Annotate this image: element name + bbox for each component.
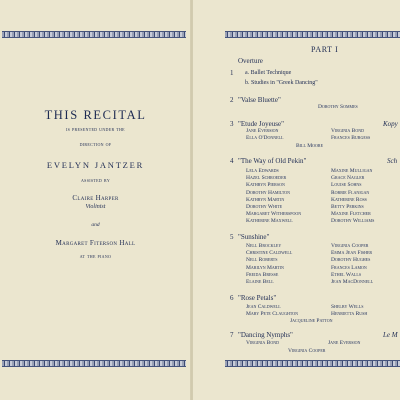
composer-name: Kopy (383, 120, 398, 128)
item-number: 1 (230, 69, 234, 77)
item-title: "Dancing Nymphs" (238, 331, 293, 339)
performer-name: Dorothy Hughes (331, 257, 371, 264)
performer-name: Jane Eversion (328, 340, 361, 346)
composer-name: Le M (383, 331, 398, 339)
performer-name: Dorothy White (246, 204, 283, 211)
performer-name: Jane Eversion (246, 128, 279, 134)
performer-name: Jacqueline Patton (290, 318, 333, 324)
performer-name: Frances Burgess (331, 135, 371, 142)
decorative-border-top (2, 31, 186, 38)
performer-name: Virginia Bond (331, 128, 365, 134)
item-number: 4 (230, 157, 234, 165)
performer-name: Jean MacDonnell (331, 279, 374, 286)
performer-name: Freida Bresse (246, 271, 279, 278)
item-number: 5 (230, 233, 234, 241)
composer-name: Sch (387, 157, 398, 165)
direction-line: direction of (79, 142, 112, 148)
director-name: EVELYN JANTZER (46, 160, 145, 170)
performer-name: Virginia Cooper (331, 243, 369, 249)
at-the-piano: at the piano (79, 254, 112, 260)
recital-title: THIS RECITAL (44, 108, 147, 122)
performer-name: Frances Lamon (331, 264, 367, 271)
program-right-page (193, 0, 400, 400)
pianist-name: Margaret Fiterson Hall (55, 239, 136, 247)
item-number: 6 (230, 294, 234, 302)
performer-name: Mary Pete Claughton (246, 311, 299, 318)
decorative-border-top (225, 31, 400, 38)
performer-name: Dorothy Williams (331, 218, 375, 225)
performer-name: Betty Perkins (331, 204, 364, 211)
performer-column-1 (246, 168, 301, 226)
item-title: "Valse Bluette" (238, 96, 281, 104)
performer-name: Lela Edwards (246, 168, 279, 174)
performer-name: Dorothy Hamilton (246, 189, 290, 196)
performer-name: Bill Moore (296, 143, 324, 149)
item-line: b. Studies in "Greek Dancing" (245, 80, 318, 86)
item-title: "The Way of Old Pekin" (238, 157, 307, 165)
performer-name: Margaret Witherspoon (246, 211, 302, 218)
performer-column-2 (331, 168, 374, 226)
performer-name: Virginia Cooper (288, 348, 326, 354)
and-text: and (91, 222, 100, 228)
program-left-page (0, 0, 191, 400)
performer-name: Virginia Bond (246, 340, 280, 346)
performer-name: Maxine Mulligan (331, 168, 373, 174)
item-number: 7 (230, 331, 234, 339)
overture: Overture (238, 57, 263, 65)
performer-column-1 (246, 128, 283, 142)
item-number: 3 (230, 120, 234, 128)
item-number: 2 (230, 96, 234, 104)
assistant-role: Violinist (85, 204, 106, 210)
performer-name: Kathryn Martin (246, 196, 285, 203)
decorative-border-bottom (2, 360, 186, 367)
performer-name: Nell Brockley (246, 243, 282, 249)
performer-name: Elaine Bell (246, 279, 274, 286)
item-title: "Etude Joyeuse" (238, 120, 284, 128)
performer-name: Katherine Ross (331, 196, 367, 203)
item-title: "Sunshine" (238, 233, 270, 241)
performer-name: Ethel Walls (331, 271, 362, 278)
performer-name: Marilyn Martin (246, 264, 284, 271)
performer-column-2 (331, 243, 373, 286)
decorative-border-bottom (225, 360, 400, 367)
assistant-name: Claire Harper (72, 194, 119, 202)
performer-name: Louise Sohns (331, 182, 362, 189)
assisted-by: assisted by (80, 178, 111, 184)
performer-name: Dorothy Sommes (318, 104, 358, 110)
item-line: a. Ballet Technique (245, 70, 292, 76)
performer-name: Nell Roberts (246, 257, 278, 264)
performer-name: Jean Caldwell (246, 304, 281, 310)
performer-name: Kathryn Pierson (246, 182, 285, 189)
performer-column-2 (331, 304, 367, 318)
performer-name: Ella O'Donnell (246, 135, 284, 142)
item-title: "Rose Petals" (238, 294, 277, 302)
performer-name: Grace Nagler (331, 175, 365, 182)
performer-name: Katherine Maxwell (246, 218, 293, 225)
performer-name: Henrietta Rush (331, 311, 368, 318)
performer-name: Robbie Flanigan (331, 189, 370, 196)
part-heading: PART I (311, 45, 339, 54)
performer-column-2 (331, 128, 370, 142)
performer-name: Christine Caldwell (246, 250, 293, 257)
performer-name: Hazel Schroeder (246, 175, 287, 182)
presented-line: is presented under the (66, 127, 125, 133)
performer-column-1 (246, 304, 298, 318)
performer-name: Shelby Wells (331, 304, 364, 310)
performer-name: Maxine Fletcher (331, 211, 371, 218)
performer-name: Emma Jean Fisher (331, 250, 373, 257)
performer-column-1 (246, 243, 292, 286)
